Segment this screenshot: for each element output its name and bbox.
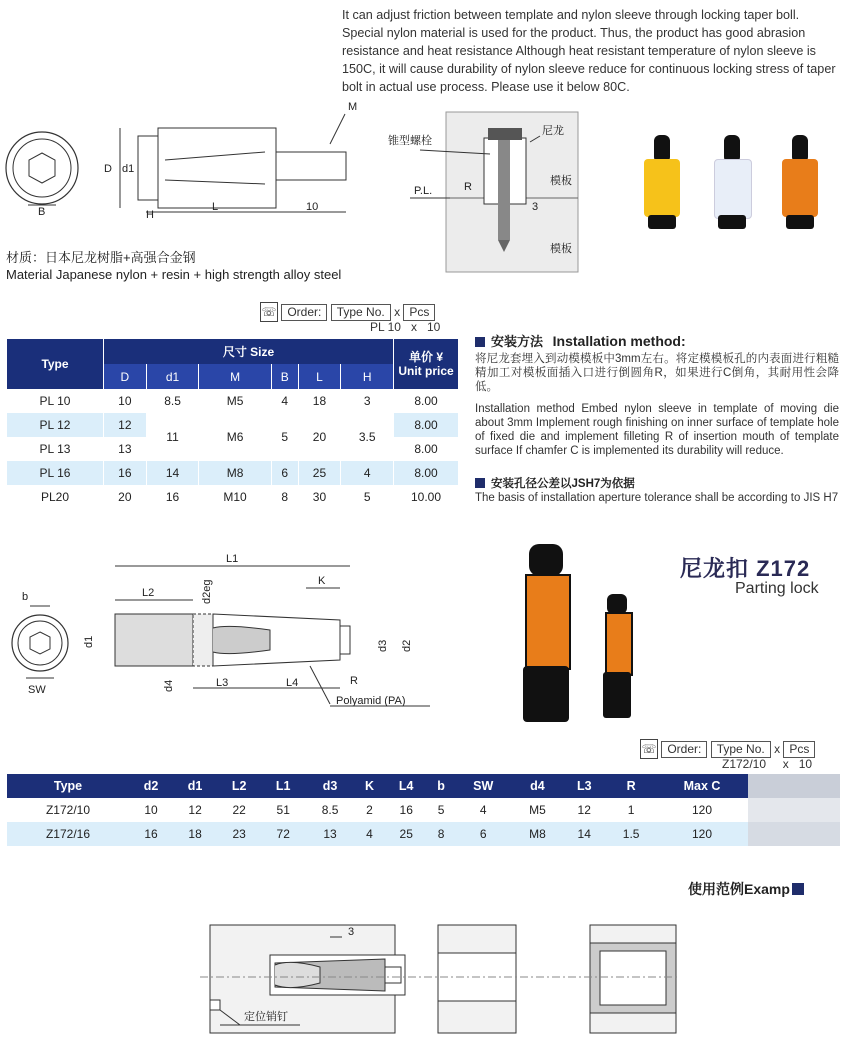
cell: 6 bbox=[479, 827, 487, 841]
z-dim-R: R bbox=[350, 675, 358, 687]
square-bullet-icon bbox=[475, 337, 485, 347]
material-block bbox=[6, 249, 341, 283]
label-3mm: 3 bbox=[532, 201, 539, 213]
order-ex-qty: 10 bbox=[798, 757, 813, 771]
label-cone-bolt: 锥型螺栓 bbox=[388, 135, 432, 147]
th-maxc: Max C bbox=[656, 774, 748, 798]
table-row bbox=[7, 461, 459, 485]
order-x: x bbox=[394, 305, 401, 319]
cell-type: PL 12 bbox=[7, 413, 104, 437]
th-D: D bbox=[104, 364, 147, 389]
th-d3: d3 bbox=[305, 774, 355, 798]
z-dim-d2: d2 bbox=[401, 639, 413, 652]
cell: 8.5 bbox=[321, 803, 339, 817]
label-plate-bottom: 模板 bbox=[550, 243, 572, 255]
order-example-z172 bbox=[722, 757, 812, 771]
z172-dimension-drawing bbox=[0, 548, 430, 713]
cell: 23 bbox=[232, 827, 246, 841]
z-dim-d3: d3 bbox=[377, 639, 389, 652]
tolerance-heading-text: 安装孔径公差以JSH7为依据 bbox=[491, 478, 635, 490]
cell-D: 20 bbox=[104, 485, 147, 509]
th-price-en: Unit price bbox=[398, 364, 454, 378]
cell: 18 bbox=[188, 827, 202, 841]
cell: 22 bbox=[232, 803, 246, 817]
cell: 16 bbox=[399, 803, 413, 817]
cell-D: 13 bbox=[104, 437, 147, 461]
order-example-pl bbox=[370, 320, 440, 334]
th-L4: L4 bbox=[384, 774, 428, 798]
cell-d1: 14 bbox=[146, 461, 199, 485]
th-B: B bbox=[271, 364, 298, 389]
th-SW: SW bbox=[454, 774, 513, 798]
dim-10: 10 bbox=[306, 201, 319, 213]
cell: 5 bbox=[437, 803, 445, 817]
cell-price: 10.00 bbox=[394, 485, 459, 509]
example-pin-label: 定位销钉 bbox=[244, 1011, 288, 1023]
dim-H: H bbox=[146, 209, 154, 220]
cell: Z172/10 bbox=[45, 803, 91, 817]
pl-dimension-drawing bbox=[0, 100, 360, 220]
z172-spec-table bbox=[7, 774, 840, 846]
dim-L: L bbox=[212, 201, 219, 213]
cell: 120 bbox=[691, 827, 713, 841]
dim-d1: d1 bbox=[122, 163, 135, 175]
th-L: L bbox=[298, 364, 341, 389]
z172-product-photo bbox=[515, 540, 645, 725]
order-ex-x: x bbox=[410, 320, 417, 334]
install-text-en: Installation method Embed nylon sleeve in template of moving die about 3mm Implement rough finishing on inner surface of template hole of fixed die and implement filleting R of insertion mouth of template surface If chamfer C is implemented its durability will reduce. bbox=[475, 403, 839, 457]
dim-D: D bbox=[104, 163, 112, 175]
example-drawing bbox=[200, 915, 690, 1040]
blurred-cell bbox=[748, 822, 840, 846]
cell: 13 bbox=[323, 827, 337, 841]
table-row bbox=[7, 413, 459, 437]
cell-type: PL20 bbox=[7, 485, 104, 509]
order-type-no: Type No. bbox=[331, 304, 391, 321]
th-type: Type bbox=[7, 774, 129, 798]
cell-L: 18 bbox=[298, 389, 341, 413]
example-heading bbox=[688, 879, 804, 899]
order-ex-type: Z172/10 bbox=[722, 757, 767, 771]
cell: 25 bbox=[399, 827, 413, 841]
th-d1: d1 bbox=[146, 364, 199, 389]
cell: 4 bbox=[366, 827, 373, 841]
dim-M: M bbox=[348, 101, 358, 113]
cell-type: PL 13 bbox=[7, 437, 104, 461]
cell-H: 3 bbox=[341, 389, 394, 413]
z-dim-pa: Polyamid (PA) bbox=[336, 695, 406, 707]
cell-B: 6 bbox=[271, 461, 298, 485]
th-type: Type bbox=[7, 339, 104, 389]
cell-price: 8.00 bbox=[394, 437, 459, 461]
order-pcs: Pcs bbox=[783, 741, 815, 758]
tolerance-heading bbox=[475, 475, 635, 491]
cell-price: 8.00 bbox=[394, 413, 459, 437]
install-heading bbox=[475, 331, 686, 350]
table-row bbox=[7, 485, 459, 509]
label-nylon: 尼龙 bbox=[542, 125, 564, 137]
order-z172 bbox=[640, 739, 815, 759]
order-pl bbox=[260, 302, 435, 322]
cell-D: 10 bbox=[104, 389, 147, 413]
install-section-drawing bbox=[380, 110, 580, 275]
tolerance-text: The basis of installation aperture tolerance shall be according to JIS H7 bbox=[475, 492, 839, 504]
z-dim-L1: L1 bbox=[226, 553, 239, 565]
cell-L: 30 bbox=[298, 485, 341, 509]
example-dim-3: 3 bbox=[348, 926, 355, 938]
cell: 12 bbox=[577, 803, 591, 817]
cell-M: M10 bbox=[199, 485, 271, 509]
th-size: 尺寸 Size bbox=[104, 339, 394, 364]
cell: 72 bbox=[276, 827, 290, 841]
cell-d1-merged: 11 bbox=[146, 413, 199, 461]
cell-M: M8 bbox=[199, 461, 271, 485]
cell-L-merged: 20 bbox=[298, 413, 341, 461]
table-row bbox=[7, 389, 459, 413]
z-dim-L2: L2 bbox=[142, 587, 155, 599]
cell: 16 bbox=[144, 827, 158, 841]
cell: 1.5 bbox=[622, 827, 640, 841]
cell: M8 bbox=[529, 827, 546, 841]
cell: 10 bbox=[144, 803, 158, 817]
cell-B: 8 bbox=[271, 485, 298, 509]
th-d4: d4 bbox=[513, 774, 563, 798]
order-ex-x: x bbox=[782, 757, 789, 771]
cell-M-merged: M6 bbox=[199, 413, 271, 461]
cell-d1: 16 bbox=[146, 485, 199, 509]
cell: 14 bbox=[577, 827, 591, 841]
pl-spec-table bbox=[7, 339, 459, 509]
install-text-zh: 将尼龙套埋入到动模模板中3mm左右。将定模模板孔的内表面进行粗糙精加工对模板面插入口进行倒圆角R，如果进行C倒角，其耐用性会降低。 bbox=[475, 353, 839, 393]
install-heading-zh: 安装方法 bbox=[491, 334, 544, 349]
z-dim-d2eg: d2eg bbox=[201, 579, 213, 604]
cell-B: 4 bbox=[271, 389, 298, 413]
order-ex-type: PL 10 bbox=[370, 320, 401, 334]
cell-price: 8.00 bbox=[394, 461, 459, 485]
material-zh: 材质：日本尼龙树脂+高强合金钢 bbox=[6, 250, 196, 265]
th-price bbox=[394, 339, 459, 389]
th-R: R bbox=[606, 774, 656, 798]
order-pcs: Pcs bbox=[403, 304, 435, 321]
phone-icon: ☏ bbox=[260, 302, 278, 322]
square-bullet-icon bbox=[475, 478, 485, 488]
order-label: Order: bbox=[281, 304, 327, 321]
cell-H: 4 bbox=[341, 461, 394, 485]
phone-icon: ☏ bbox=[640, 739, 658, 759]
z172-subtitle: Parting lock bbox=[735, 580, 819, 597]
th-b: b bbox=[428, 774, 454, 798]
material-en: Material Japanese nylon + resin + high strength alloy steel bbox=[6, 267, 342, 282]
cell: 120 bbox=[691, 803, 713, 817]
cell: 51 bbox=[276, 803, 290, 817]
z172-title: 尼龙扣 Z172 bbox=[680, 556, 811, 581]
cell-D: 16 bbox=[104, 461, 147, 485]
z-dim-SW: SW bbox=[28, 684, 46, 696]
table-row bbox=[7, 822, 840, 846]
dim-b: B bbox=[38, 206, 46, 218]
table-row bbox=[7, 798, 840, 822]
cell: 1 bbox=[627, 803, 635, 817]
z-dim-L4: L4 bbox=[286, 677, 299, 689]
cell-price: 8.00 bbox=[394, 389, 459, 413]
cell-L: 25 bbox=[298, 461, 341, 485]
th-M: M bbox=[199, 364, 271, 389]
cell: Z172/16 bbox=[45, 827, 91, 841]
th-L3: L3 bbox=[562, 774, 606, 798]
cell-M: M5 bbox=[199, 389, 271, 413]
table-header-row bbox=[7, 774, 840, 798]
label-pl: P.L. bbox=[414, 185, 433, 197]
cell-type: PL 10 bbox=[7, 389, 104, 413]
cell: 2 bbox=[366, 803, 373, 817]
order-x: x bbox=[774, 742, 781, 756]
th-L1: L1 bbox=[261, 774, 305, 798]
blurred-cell bbox=[748, 774, 840, 798]
cell-H-merged: 3.5 bbox=[341, 413, 394, 461]
label-plate-top: 模板 bbox=[550, 175, 572, 187]
th-H: H bbox=[341, 364, 394, 389]
label-r: R bbox=[464, 181, 472, 193]
th-d1: d1 bbox=[173, 774, 217, 798]
th-d2: d2 bbox=[129, 774, 173, 798]
cell-d1: 8.5 bbox=[146, 389, 199, 413]
order-label: Order: bbox=[661, 741, 707, 758]
intro-text: It can adjust friction between template and nylon sleeve through locking taper boll. Special nylon material is used for the product. Thus, the product has good abrasion resistance and heat resistance Although heat resistant temperature of nylon sleeve is 150C, it will cause durability of nylon sleeve reduce for continuous locking stress of taper bolt in actual use process. Please use it below 80C. bbox=[342, 8, 836, 94]
z-dim-d4: d4 bbox=[163, 679, 175, 692]
cell: 4 bbox=[479, 803, 487, 817]
z-dim-b: b bbox=[22, 591, 29, 603]
cell-type: PL 16 bbox=[7, 461, 104, 485]
th-L2: L2 bbox=[217, 774, 261, 798]
cell: 8 bbox=[437, 827, 445, 841]
z-dim-L3: L3 bbox=[216, 677, 229, 689]
cell-B-merged: 5 bbox=[271, 413, 298, 461]
cell: 12 bbox=[188, 803, 202, 817]
order-ex-qty: 10 bbox=[426, 320, 441, 334]
blurred-cell bbox=[748, 798, 840, 822]
cell-H: 5 bbox=[341, 485, 394, 509]
z-dim-d1: d1 bbox=[83, 635, 95, 648]
z-dim-K: K bbox=[318, 575, 326, 587]
example-heading-text: 使用范例Examp bbox=[688, 881, 790, 897]
pl-product-photo bbox=[640, 135, 840, 245]
cell: M5 bbox=[529, 803, 546, 817]
th-price-zh: 单价 ¥ bbox=[408, 350, 443, 364]
install-heading-en: Installation method: bbox=[552, 333, 686, 349]
order-type-no: Type No. bbox=[711, 741, 771, 758]
square-bullet-icon bbox=[792, 883, 804, 895]
th-K: K bbox=[355, 774, 384, 798]
cell-D: 12 bbox=[104, 413, 147, 437]
